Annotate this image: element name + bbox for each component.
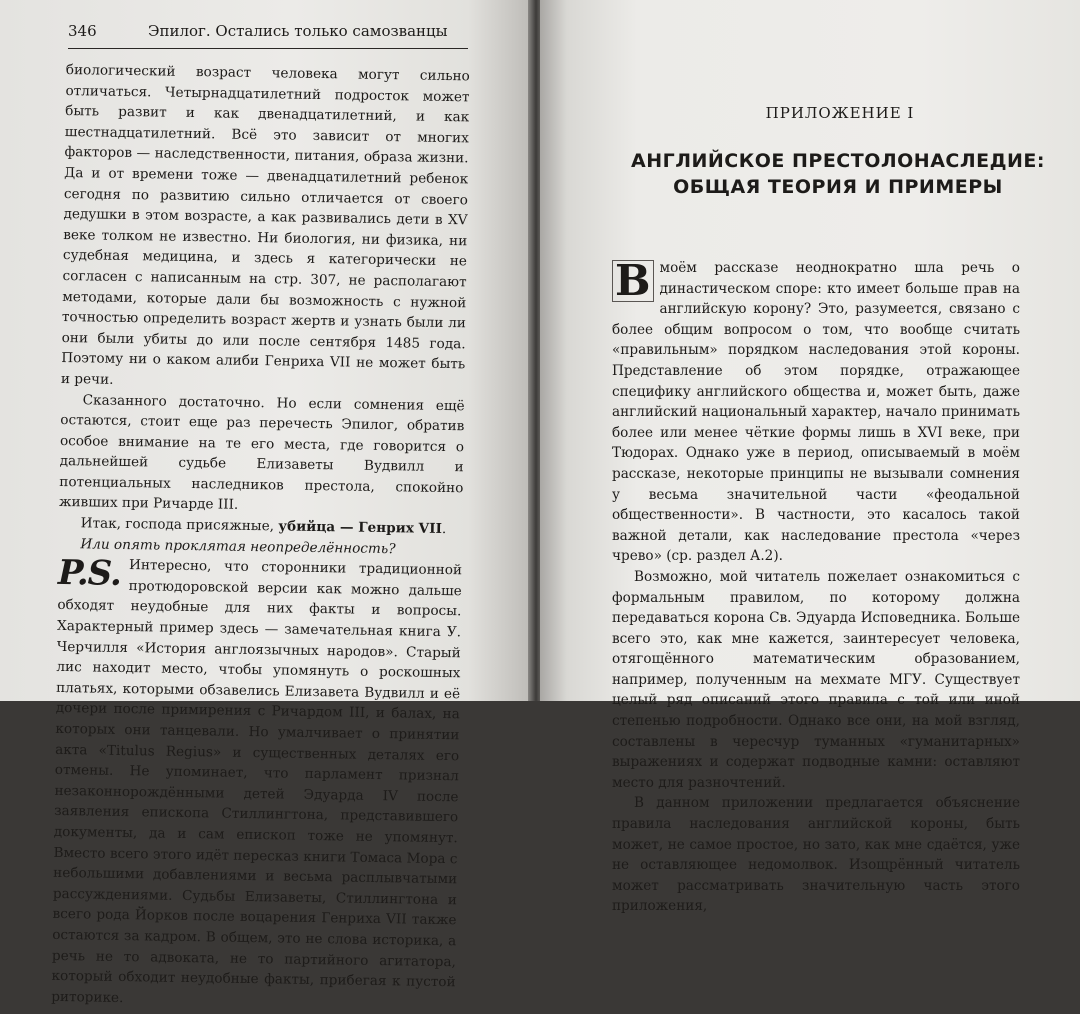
left-page bbox=[0, 0, 532, 1006]
appendix-title-line: ОБЩАЯ ТЕОРИЯ И ПРИМЕРЫ bbox=[673, 176, 1003, 198]
postscript-paragraph bbox=[51, 554, 462, 1013]
paragraph: биологический возраст человека могут сильно отличаться. Четырнадцатилетний подросток может быть развит и как двенадцатилетний, и как шестнадцатилетний. Всё это зависит от многих факторов — наследственности, питания, образа жизни. Да и от времени тоже — двенадцатилетний ребенок сегодня по развитию сильно отличается от своего дедушки в этом возрасте, а как развивались дети в XV веке толком не известно. Ни биология, ни физика, ни судебная медицина, и здесь я категорически не согласен с написанным на стр. 307, не располагают методами, которые дали бы возможность с нужной точностью определить возраст жертв и узнать были ли они были убиты до или после сентября 1485 года. Поэтому ни о каком алиби Генриха VII не может быть и речи. bbox=[60, 61, 470, 388]
appendix-title-line: АНГЛИЙСКОЕ ПРЕСТОЛОНАСЛЕДИЕ: bbox=[630, 150, 1046, 172]
appendix-title bbox=[618, 148, 1058, 200]
verdict-suffix: . bbox=[441, 521, 447, 538]
paragraph-text: моём рассказе неоднократно шла речь о династическом споре: кто имеет больше прав на английскую корону? Это, разумеется, связано с более общим вопросом о том, что вообще считать «правильным» порядком наследования этой короны. Представление об этом порядке, отражающее специфику английского общества и, может быть, даже английский национальный характер, начало принимать более или менее чёткие формы лишь в XVI веке, при Тюдорах. Однако уже в период, описываемый в моём рассказе, некоторые принципы не вызывали сомнения у весьма значительной части «феодальной общественности». В частности, это касалось такой важной детали, как наследование престола «через чрево» (ср. раздел А.2). bbox=[612, 260, 1020, 565]
running-head bbox=[68, 15, 468, 47]
postscript-text: Интересно, что сторонники традиционной протюдоровской версии как можно дальше обходят неудобные для них факты и вопросы. Характерный пример здесь — замечательная книга У. Черчилля «История англоязычных народов». Старый лис находит место, чтобы упомянуть о роскошных платьях, которыми обзавелись Елизавета Вудвилл и её дочери после примирения с Ричардом III, и балах, на которых они танцевали. Но умалчивает о принятии акта «Titulus Regius» и существенных деталях его отмены. Не упоминает, что парламент признал незаконнорождёнными детей Эдуарда IV после заявления епископа Стиллингтона, представившего документы, да и сам епископ тоже не упомянут. Вместо всего этого идёт пересказ книги Томаса Мора с небольшими добавлениями и весьма расплывчатыми рассуждениями. Судьбы Елизаветы, Стиллингтона и всего рода Йорков после воцарения Генриха VII также остаются за кадром. В общем, это не слова историка, а речь не то адвоката, не то партийного агитатора, который обходит неудобные факты, прибегая к пустой риторике. bbox=[51, 557, 463, 1006]
verdict-bold: убийца — Генрих VII bbox=[278, 518, 443, 538]
running-head-title: Эпилог. Остались только самозванцы bbox=[148, 22, 448, 40]
paragraph: В данном приложении предлагается объяснение правила наследования английской короны, быть может, не самое простое, но зато, как мне сдаётся, уже не оставляющее недомолвок. Изощрённый читатель может рассматривать значительную часть этого приложения, bbox=[612, 795, 1020, 915]
verdict-prefix: Итак, господа присяжные, bbox=[80, 515, 279, 535]
left-text-column bbox=[51, 60, 470, 1014]
appendix-label: ПРИЛОЖЕНИЕ I bbox=[765, 104, 915, 122]
running-head-rule bbox=[68, 48, 468, 49]
drop-cap: В bbox=[612, 260, 654, 302]
right-text-column bbox=[612, 258, 1020, 917]
paragraph bbox=[612, 258, 1020, 567]
paragraph: Сказанного достаточно. Но если сомнения ещё остаются, стоит еще раз перечесть Эпилог, обратив особое внимание на те его места, где говорится о дальнейшей судьбе Елизаветы Вудвилл и потенциальных наследников престола, спокойно живших при Ричарде III. bbox=[58, 391, 465, 514]
paragraph: Возможно, мой читатель пожелает ознакомиться с формальным правилом, по которому должна передаваться корона Св. Эдуарда Исповедника. Больше всего это, как мне кажется, заинтересует человека, отягощённого математическим образованием, например, полученным на мехмате МГУ. Существует целый ряд описаний этого правила с той или иной степенью подробности. Однако все они, на мой взгляд, составлены в чересчур туманных «гуманитарных» выражениях и содержат подводные камни: оставляют место для разночтений. bbox=[612, 568, 1020, 791]
question-line: Или опять проклятая неопределённость? bbox=[80, 535, 396, 557]
page-number: 346 bbox=[68, 22, 97, 40]
postscript-mark: P.S. bbox=[57, 553, 122, 595]
